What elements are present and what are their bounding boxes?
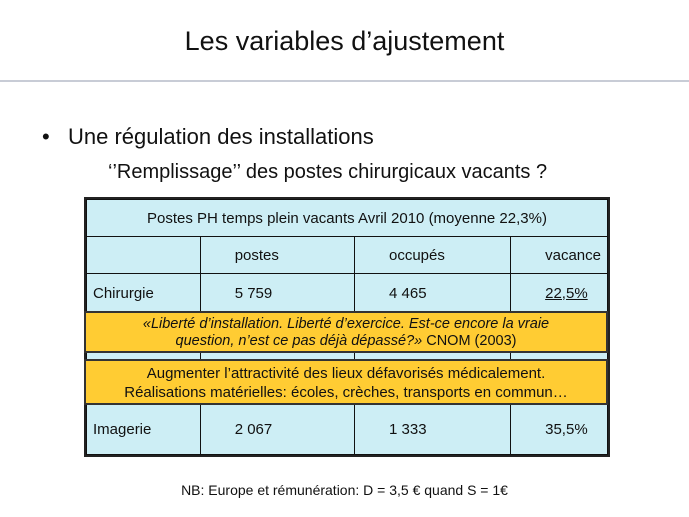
footnote: NB: Europe et rémunération: D = 3,5 € quand S = 1€ [181, 482, 508, 498]
header-cell-occupes: occupés [355, 237, 511, 274]
bullet-text: Une régulation des installations [68, 124, 374, 149]
subtitle: ‘’Remplissage’’ des postes chirurgicaux vacants ? [108, 161, 548, 183]
cell-occupes: 4 465 [355, 274, 511, 313]
quote-source: CNOM (2003) [422, 333, 517, 349]
title-band [0, 0, 689, 82]
bullet-item [42, 124, 374, 150]
quote-callout [84, 311, 608, 353]
cell-vacance: 22,5% [545, 284, 588, 302]
table-header-row [87, 237, 608, 274]
table-row [87, 274, 608, 313]
table-caption: Postes PH temps plein vacants Avril 2010 (moyenne 22,3%) [87, 200, 608, 237]
callout-line-2: Réalisations matérielles: écoles, crèches, transports en commun… [124, 384, 568, 401]
header-cell-postes: postes [200, 237, 354, 274]
header-cell-empty [87, 237, 201, 274]
row-label-imagerie: Imagerie [87, 404, 201, 455]
cell-occupes: 1 333 [355, 404, 511, 455]
quote-line-1: «Liberté d’installation. Liberté d’exercice. Est-ce encore la vraie [142, 316, 550, 332]
bullet-dot-icon: • [42, 124, 50, 149]
cell-postes: 2 067 [200, 404, 354, 455]
slide-title: Les variables d’ajustement [184, 26, 505, 56]
cell-postes: 5 759 [200, 274, 354, 313]
table-row [87, 404, 608, 455]
header-cell-vacance: vacance [511, 237, 608, 274]
attractivity-callout [84, 359, 608, 405]
cell-vacance: 35,5% [511, 404, 608, 455]
callout-line-1: Augmenter l’attractivité des lieux défavorisés médicalement. [146, 365, 546, 382]
row-label-chirurgie: Chirurgie [87, 274, 201, 313]
quote-line-2: question, n’est ce pas déjà dépassé?» [175, 333, 423, 349]
